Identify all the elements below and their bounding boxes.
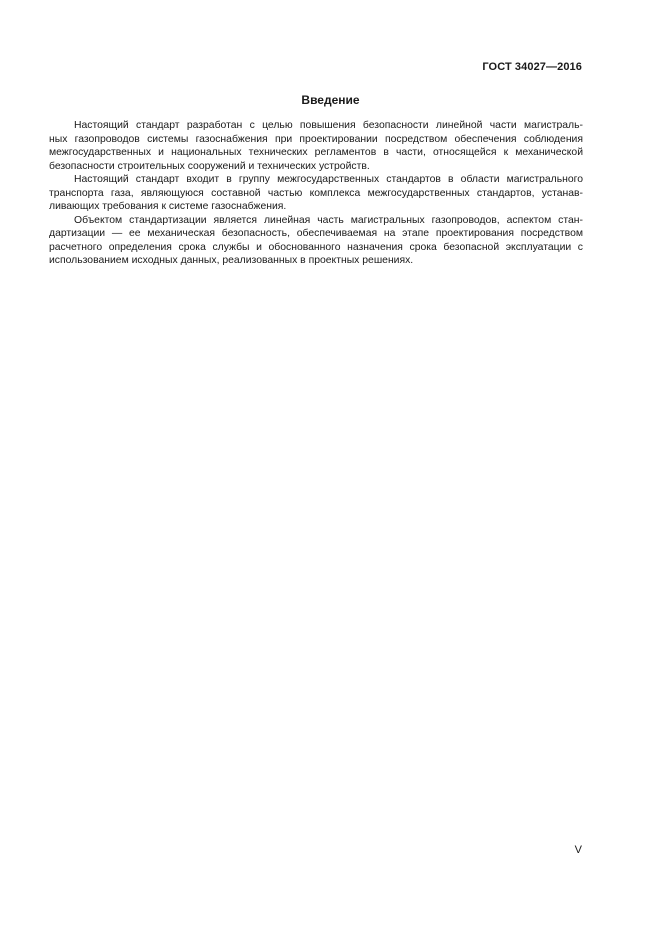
text-line: межгосударственных и национальных технических регламентов в части, относящейся к механической	[49, 147, 583, 158]
text-line: Настоящий стандарт входит в группу межгосударственных стандартов в области магистрального	[74, 174, 583, 185]
document-code: ГОСТ 34027—2016	[482, 61, 582, 73]
paragraph	[49, 173, 583, 214]
text-line: использованием исходных данных, реализованных в проектных решениях.	[49, 255, 414, 266]
text-line: Объектом стандартизации является линейная часть магистральных газопроводов, аспектом стан-	[74, 214, 583, 226]
text-line: ливающих требования к системе газоснабжения.	[49, 201, 287, 212]
page-number: V	[574, 844, 582, 856]
paragraph	[49, 119, 583, 173]
section-title: Введение	[301, 93, 360, 107]
text-line: ных газопроводов системы газоснабжения при проектировании посредством обеспечения соблюдения	[49, 133, 583, 145]
paragraph	[49, 214, 583, 268]
text-line: Настоящий стандарт разработан с целью повышения безопасности линейной части магистраль-	[74, 120, 583, 131]
text-line: безопасности строительных сооружений и технических устройств.	[49, 160, 370, 172]
body-text	[49, 119, 583, 268]
text-line: транспорта газа, являющуюся составной частью комплекса межгосударственных стандартов, устанав-	[49, 187, 583, 199]
text-line: дартизации — ее механическая безопасность, обеспечиваемая на этапе проектирования посредством	[49, 228, 583, 239]
text-line: расчетного определения срока службы и обоснованного назначения срока безопасной эксплуатации с	[49, 241, 583, 253]
